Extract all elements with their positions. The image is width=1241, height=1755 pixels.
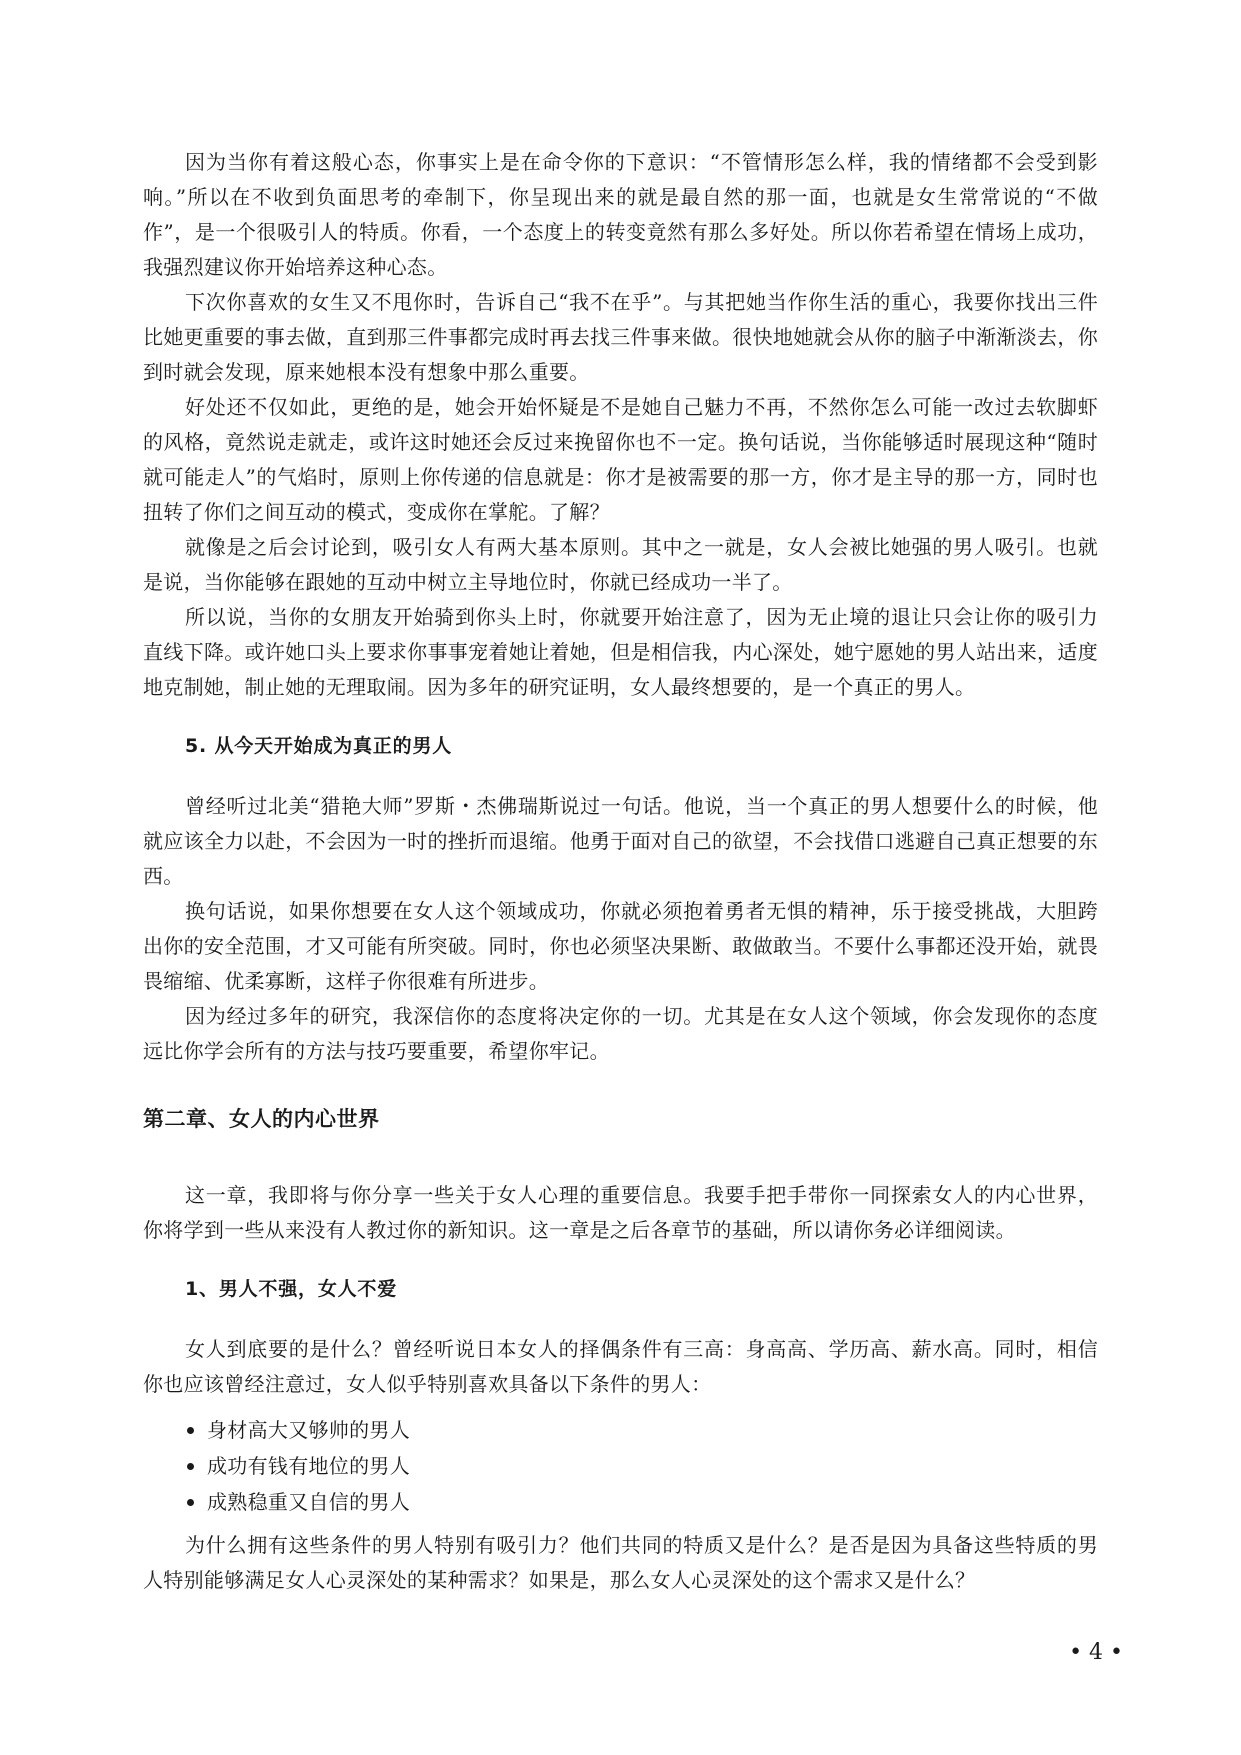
paragraph: 因为经过多年的研究，我深信你的态度将决定你的一切。尤其是在女人这个领域，你会发现你的态度远比你学会所有的方法与技巧要重要，希望你牢记。 [143, 1004, 1098, 1063]
bullet-dot-icon [187, 1463, 194, 1470]
chapter-intro-paragraph: 这一章，我即将与你分享一些关于女人心理的重要信息。我要手把手带你一同探索女人的内心世界，你将学到一些从来没有人教过你的新知识。这一章是之后各章节的基础，所以请你务必详细阅读。 [143, 1183, 1098, 1242]
bullet-item [185, 1412, 1098, 1448]
paragraph: 所以说，当你的女朋友开始骑到你头上时，你就要开始注意了，因为无止境的退让只会让你的吸引力直线下降。或许她口头上要求你事事宠着她让着她，但是相信我，内心深处，她宁愿她的男人站出来，适度地克制她，制止她的无理取闹。因为多年的研究证明，女人最终想要的，是一个真正的男人。 [143, 605, 1098, 699]
chapter-heading: 第二章、女人的内心世界 [143, 1107, 380, 1131]
paragraph: 好处还不仅如此，更绝的是，她会开始怀疑是不是她自己魅力不再，不然你怎么可能一改过去软脚虾的风格，竟然说走就走，或许这时她还会反过来挽留你也不一定。换句话说，当你能够适时展现这种“随时就可能走人”的气焰时，原则上你传递的信息就是：你才是被需要的那一方，你才是主导的那一方，同时也扭转了你们之间互动的模式，变成你在掌舵。了解？ [143, 395, 1098, 524]
page-number: • 4 • [1069, 1640, 1123, 1665]
bullet-text: 身材高大又够帅的男人 [207, 1418, 410, 1442]
bullet-dot-icon [187, 1427, 194, 1434]
bullet-list [143, 1412, 1098, 1520]
paragraph: 下次你喜欢的女生又不甩你时，告诉自己“我不在乎”。与其把她当作你生活的重心，我要你找出三件比她更重要的事去做，直到那三件事都完成时再去找三件事来做。很快地她就会从你的脑子中渐渐淡去，你到时就会发现，原来她根本没有想象中那么重要。 [143, 290, 1098, 384]
bullet-item [185, 1448, 1098, 1484]
bullet-text: 成熟稳重又自信的男人 [207, 1490, 410, 1514]
paragraph: 换句话说，如果你想要在女人这个领域成功，你就必须抱着勇者无惧的精神，乐于接受挑战，大胆跨出你的安全范围，才又可能有所突破。同时，你也必须坚决果断、敢做敢当。不要什么事都还没开始，就畏畏缩缩、优柔寡断，这样子你很难有所进步。 [143, 899, 1098, 993]
paragraph: 为什么拥有这些条件的男人特别有吸引力？他们共同的特质又是什么？是否是因为具备这些特质的男人特别能够满足女人心灵深处的某种需求？如果是，那么女人心灵深处的这个需求又是什么？ [143, 1533, 1098, 1592]
bullet-dot-icon [187, 1499, 194, 1506]
page-content [143, 145, 1098, 1598]
paragraph: 就像是之后会讨论到，吸引女人有两大基本原则。其中之一就是，女人会被比她强的男人吸引。也就是说，当你能够在跟她的互动中树立主导地位时，你就已经成功一半了。 [143, 535, 1098, 594]
section-heading-5: 5. 从今天开始成为真正的男人 [185, 735, 453, 757]
bullet-item [185, 1484, 1098, 1520]
paragraph: 曾经听过北美“猎艳大师”罗斯・杰佛瑞斯说过一句话。他说，当一个真正的男人想要什么的时候，他就应该全力以赴，不会因为一时的挫折而退缩。他勇于面对自己的欲望，不会找借口逃避自己真正想要的东西。 [143, 794, 1098, 888]
paragraph: 女人到底要的是什么？曾经听说日本女人的择偶条件有三高：身高高、学历高、薪水高。同时，相信你也应该曾经注意过，女人似乎特别喜欢具备以下条件的男人： [143, 1337, 1098, 1396]
section-heading-1: 1、男人不强，女人不爱 [185, 1278, 398, 1300]
bullet-text: 成功有钱有地位的男人 [207, 1454, 410, 1478]
paragraph: 因为当你有着这般心态，你事实上是在命令你的下意识：“不管情形怎么样，我的情绪都不会受到影响。”所以在不收到负面思考的牵制下，你呈现出来的就是最自然的那一面，也就是女生常常说的“不做作”，是一个很吸引人的特质。你看，一个态度上的转变竟然有那么多好处。所以你若希望在情场上成功，我强烈建议你开始培养这种心态。 [143, 150, 1098, 279]
